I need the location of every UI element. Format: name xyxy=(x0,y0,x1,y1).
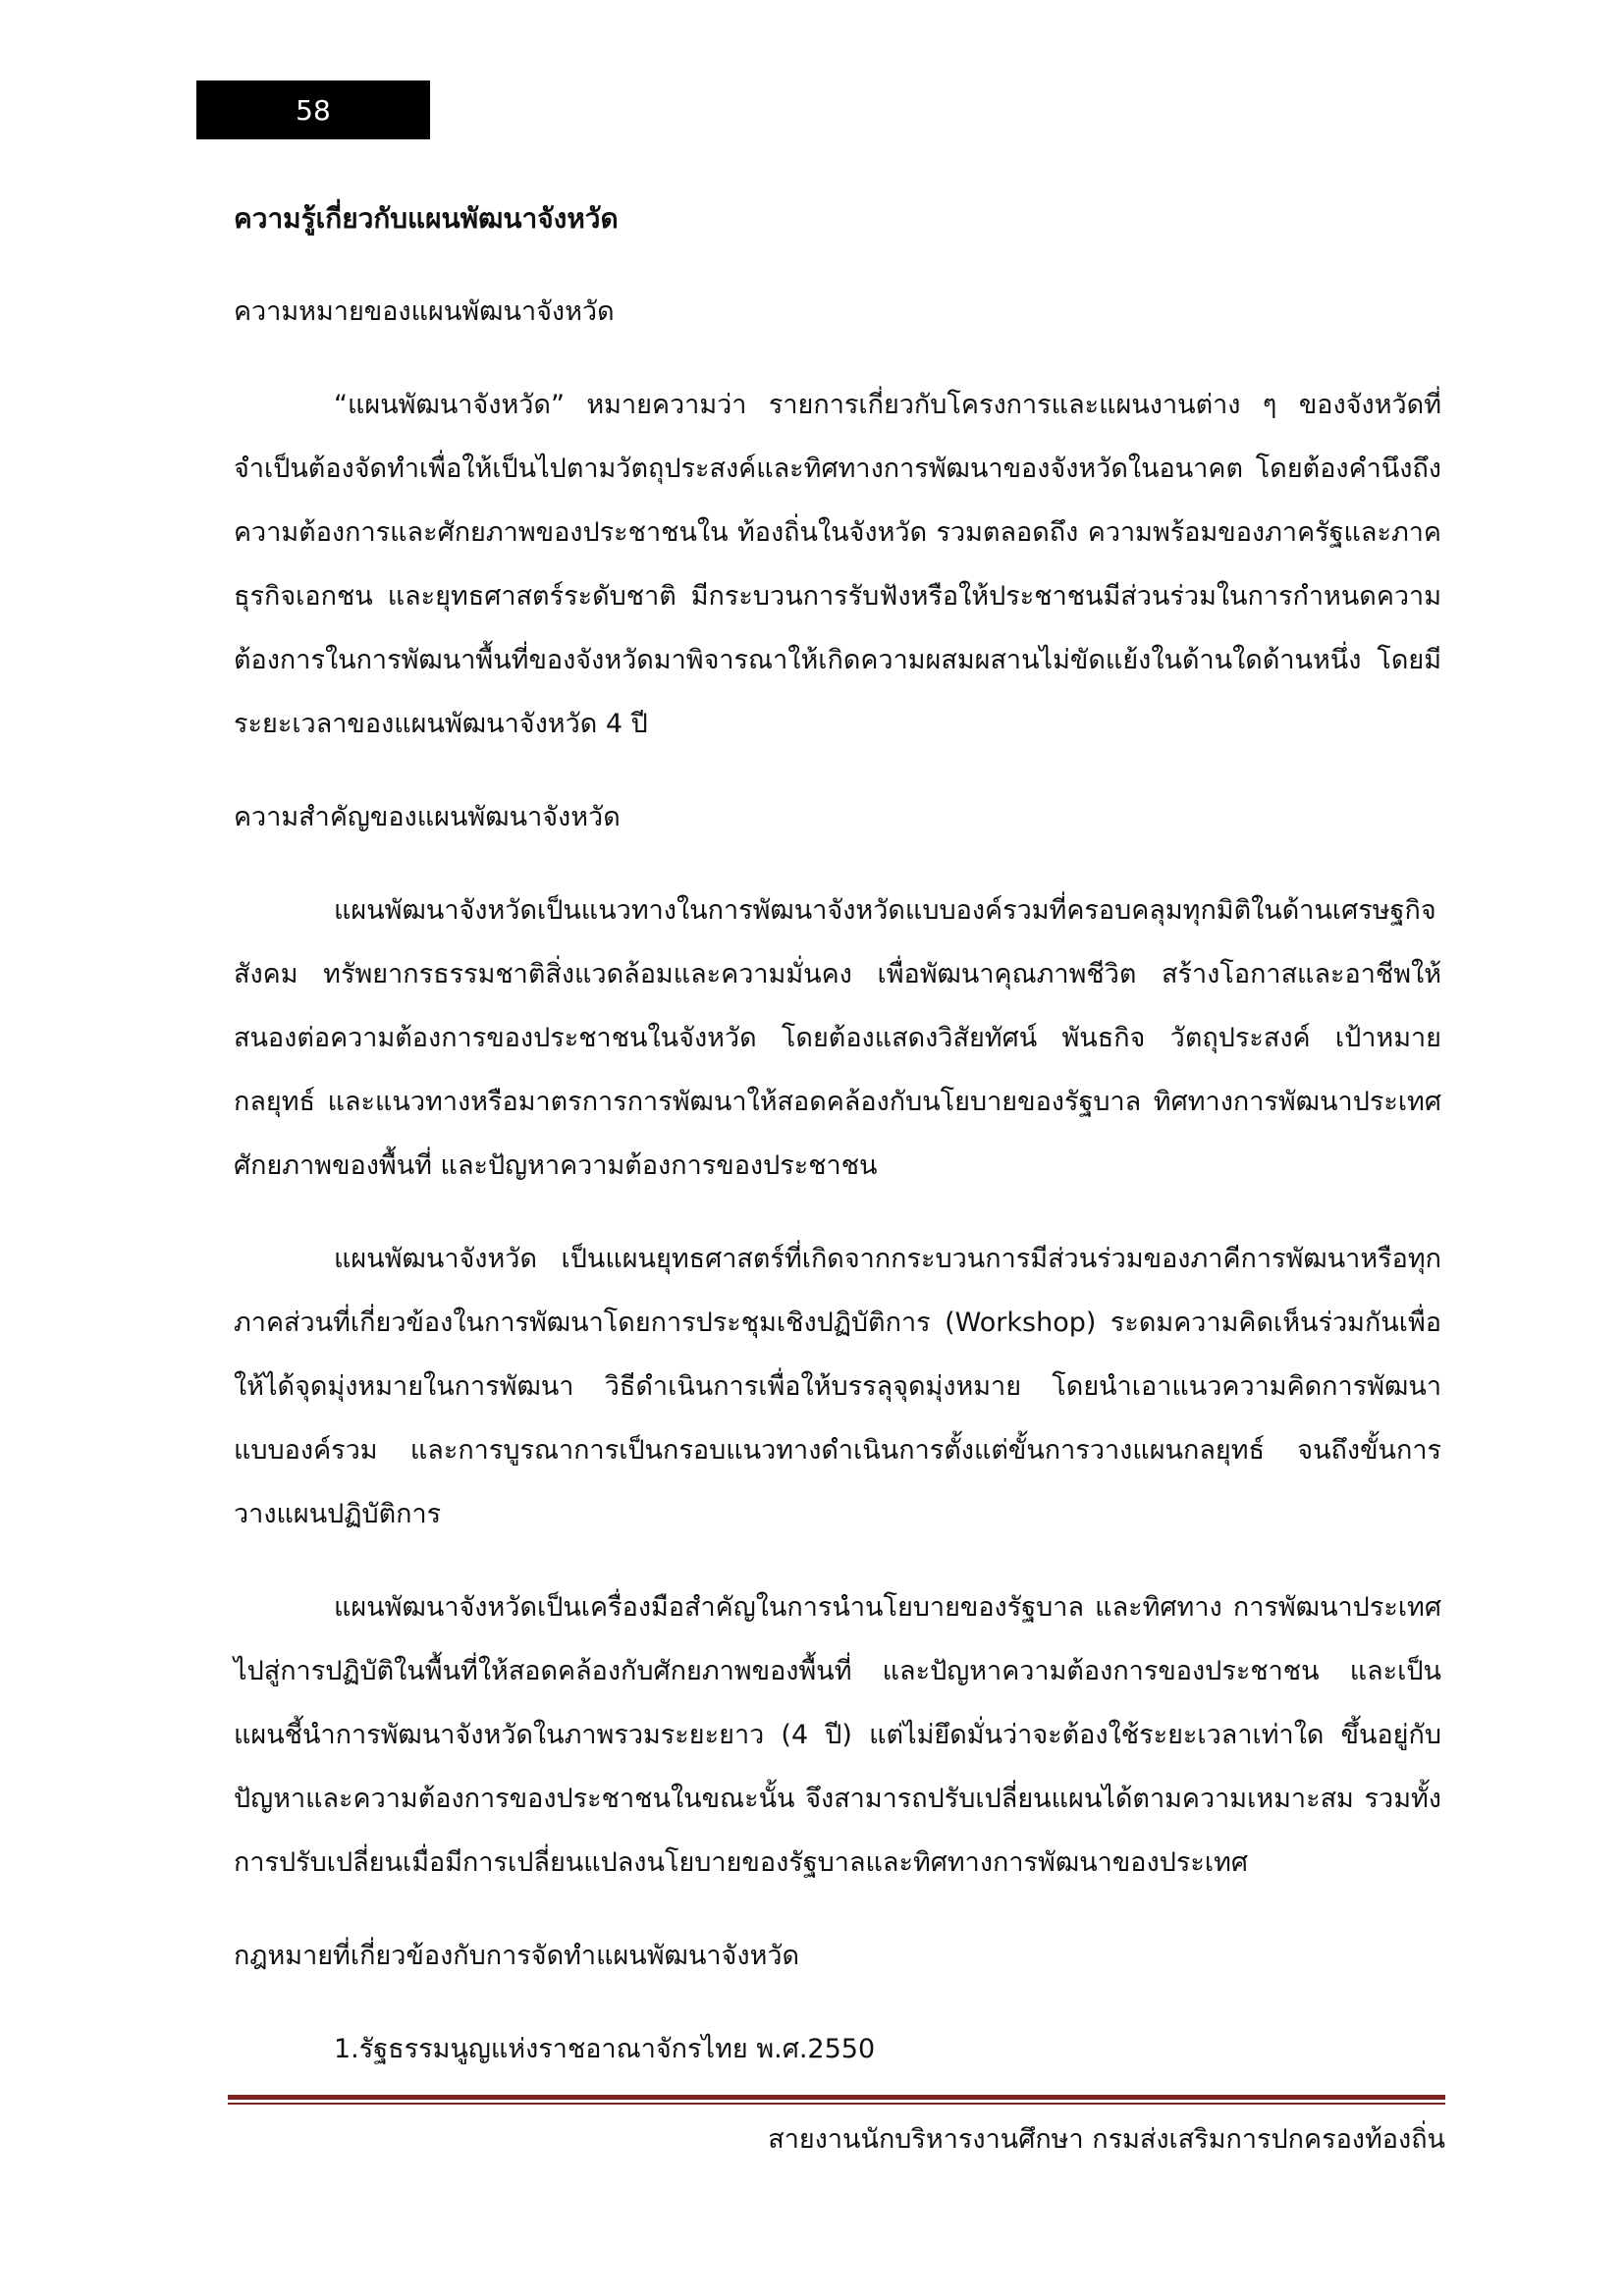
section-1-subheading: ความหมายของแผนพัฒนาจังหวัด xyxy=(234,296,615,327)
section-2-paragraph-3: แผนพัฒนาจังหวัดเป็นเครื่องมือสำคัญในการนำนโยบายของรัฐบาล และทิศทาง การพัฒนาประเทศไปสู่การปฏิบัติในพื้นที่ให้สอดคล้องกับศักยภาพของพื้นที่ และปัญหาความต้องการของประชาชน และเป็นแผนชี้นำการพัฒนาจังหวัดในภาพรวมระยะยาว (4 ปี) แต่ไม่ยึดมั่นว่าจะต้องใช้ระยะเวลาเท่าใด ขึ้นอยู่กับปัญหาและความต้องการของประชาชนในขณะนั้น จึงสามารถปรับเปลี่ยนแผนได้ตามความเหมาะสม รวมทั้งการปรับเปลี่ยนเมื่อมีการเปลี่ยนแปลงนโยบายของรัฐบาลและทิศทางการพัฒนาของประเทศ xyxy=(234,1592,1441,1878)
page-heading: ความรู้เกี่ยวกับแผนพัฒนาจังหวัด xyxy=(234,202,619,235)
section-2-paragraph-2: แผนพัฒนาจังหวัด เป็นแผนยุทธศาสตร์ที่เกิดจากกระบวนการมีส่วนร่วมของภาคีการพัฒนาหรือทุกภาคส่วนที่เกี่ยวข้องในการพัฒนาโดยการประชุมเชิงปฏิบัติการ (Workshop) ระดมความคิดเห็นร่วมกันเพื่อให้ได้จุดมุ่งหมายในการพัฒนา วิธีดำเนินการเพื่อให้บรรลุจุดมุ่งหมาย โดยนำเอาแนวความคิดการพัฒนาแบบองค์รวม และการบูรณาการเป็นกรอบแนวทางดำเนินการตั้งแต่ขั้นการวางแผนกลยุทธ์ จนถึงขั้นการวางแผนปฏิบัติการ xyxy=(234,1244,1441,1529)
page-number-box xyxy=(196,80,430,139)
document-body xyxy=(234,187,1441,2110)
footer-divider xyxy=(228,2095,1445,2105)
section-3-subheading: กฎหมายที่เกี่ยวข้องกับการจัดทำแผนพัฒนาจังหวัด xyxy=(234,1941,800,1971)
section-2-subheading: ความสำคัญของแผนพัฒนาจังหวัด xyxy=(234,802,621,832)
page-number: 58 xyxy=(296,93,331,127)
section-2-paragraph-1: แผนพัฒนาจังหวัดเป็นแนวทางในการพัฒนาจังหวัดแบบองค์รวมที่ครอบคลุมทุกมิติในด้านเศรษฐกิจ สังคม ทรัพยากรธรรมชาติสิ่งแวดล้อมและความมั่นคง เพื่อพัฒนาคุณภาพชีวิต สร้างโอกาสและอาชีพให้สนองต่อความต้องการของประชาชนในจังหวัด โดยต้องแสดงวิสัยทัศน์ พันธกิจ วัตถุประสงค์ เป้าหมาย กลยุทธ์ และแนวทางหรือมาตรการการพัฒนาให้สอดคล้องกับนโยบายของรัฐบาล ทิศทางการพัฒนาประเทศ ศักยภาพของพื้นที่ และปัญหาความต้องการของประชาชน xyxy=(234,895,1441,1181)
law-list-item-1: 1.รัฐธรรมนูญแห่งราชอาณาจักรไทย พ.ศ.2550 xyxy=(334,2034,876,2064)
section-1-paragraph-1: “แผนพัฒนาจังหวัด” หมายความว่า รายการเกี่ยวกับโครงการและแผนงานต่าง ๆ ของจังหวัดที่จำเป็นต้องจัดทำเพื่อให้เป็นไปตามวัตถุประสงค์และทิศทางการพัฒนาของจังหวัดในอนาคต โดยต้องคำนึงถึงความต้องการและศักยภาพของประชาชนใน ท้องถิ่นในจังหวัด รวมตลอดถึง ความพร้อมของภาครัฐและภาค ธุรกิจเอกชน และยุทธศาสตร์ระดับชาติ มีกระบวนการรับฟังหรือให้ประชาชนมีส่วนร่วมในการกำหนดความต้องการในการพัฒนาพื้นที่ของจังหวัดมาพิจารณาให้เกิดความผสมผสานไม่ขัดแย้งในด้านใดด้านหนึ่ง โดยมีระยะเวลาของแผนพัฒนาจังหวัด 4 ปี xyxy=(234,390,1441,739)
footer-text: สายงานนักบริหารงานศึกษา กรมส่งเสริมการปกครองท้องถิ่น xyxy=(768,2124,1445,2155)
